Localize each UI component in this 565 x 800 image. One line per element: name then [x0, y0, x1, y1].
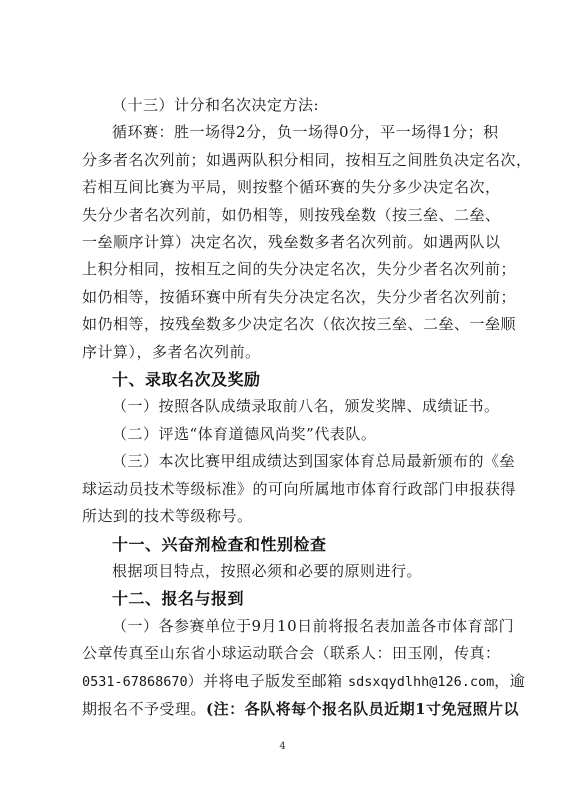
text-fragment: 期报名不予受理。 — [82, 699, 207, 718]
bold-note: (注：各队将每个报名队员近期1寸免冠照片以 — [206, 699, 520, 718]
email-address[interactable]: sdsxqydlhh@126.com — [347, 673, 495, 690]
paragraph-line: （三）本次比赛甲组成绩达到国家体育总局最新颁布的《垒 — [112, 452, 516, 471]
text-fragment: ，逾 — [494, 671, 526, 690]
subsection-title: （十三）计分和名次决定方法: — [112, 96, 320, 114]
paragraph-line: （一）各参赛单位于9月10日前将报名表加盖各市体育部门 — [112, 616, 515, 635]
section-heading-registration: 十二、报名与报到 — [112, 589, 245, 609]
section-heading-doping-check: 十一、兴奋剂检查和性别检查 — [112, 534, 327, 554]
section-heading-awards: 十、录取名次及奖励 — [112, 370, 261, 390]
paragraph-line: 若相互间比赛为平局，则按整个循环赛的失分多少决定名次， — [82, 178, 501, 197]
paragraph-line: 失分少者名次列前，如仍相等，则按残垒数（按三垒、二垒、 — [82, 205, 501, 224]
paragraph-line: 如仍相等，按循环赛中所有失分决定名次，失分少者名次列前； — [82, 287, 517, 306]
paragraph-line: 分多者名次列前；如遇两队积分相同，按相互之间胜负决定名次， — [82, 150, 532, 169]
paragraph-line: 一垒顺序计算）决定名次，残垒数多者名次列前。如遇两队以 — [82, 233, 501, 252]
paragraph-line — [82, 668, 526, 696]
paragraph-line: 如仍相等，按残垒数多少决定名次（依次按三垒、二垒、一垒顺 — [82, 315, 517, 334]
paragraph-line: 公章传真至山东省小球运动联合会（联系人：田玉刚，传真： — [82, 644, 501, 663]
fax-number: 0531-67868670 — [82, 673, 188, 690]
paragraph-line: 上积分相同，按相互之间的失分决定名次，失分少者名次列前； — [82, 260, 517, 279]
paragraph-line: 循环赛：胜一场得2分，负一场得0分，平一场得1分；积 — [112, 123, 499, 142]
paragraph-line — [82, 696, 520, 723]
paragraph-line: 所达到的技术等级称号。 — [82, 507, 253, 526]
paragraph-line: （二）评选“体育道德风尚奖”代表队。 — [112, 424, 377, 443]
text-fragment: ）并将电子版发至邮箱 — [187, 671, 343, 690]
paragraph-line: 球运动员技术等级标准》的可向所属地市体育行政部门申报获得 — [82, 479, 517, 498]
page-number: 4 — [279, 741, 286, 752]
paragraph-line: 根据项目特点，按照必须和必要的原则进行。 — [112, 561, 423, 580]
paragraph-line: （一）按照各队成绩录取前八名，颁发奖牌、成绩证书。 — [112, 397, 500, 416]
paragraph-line: 序计算），多者名次列前。 — [82, 342, 261, 361]
